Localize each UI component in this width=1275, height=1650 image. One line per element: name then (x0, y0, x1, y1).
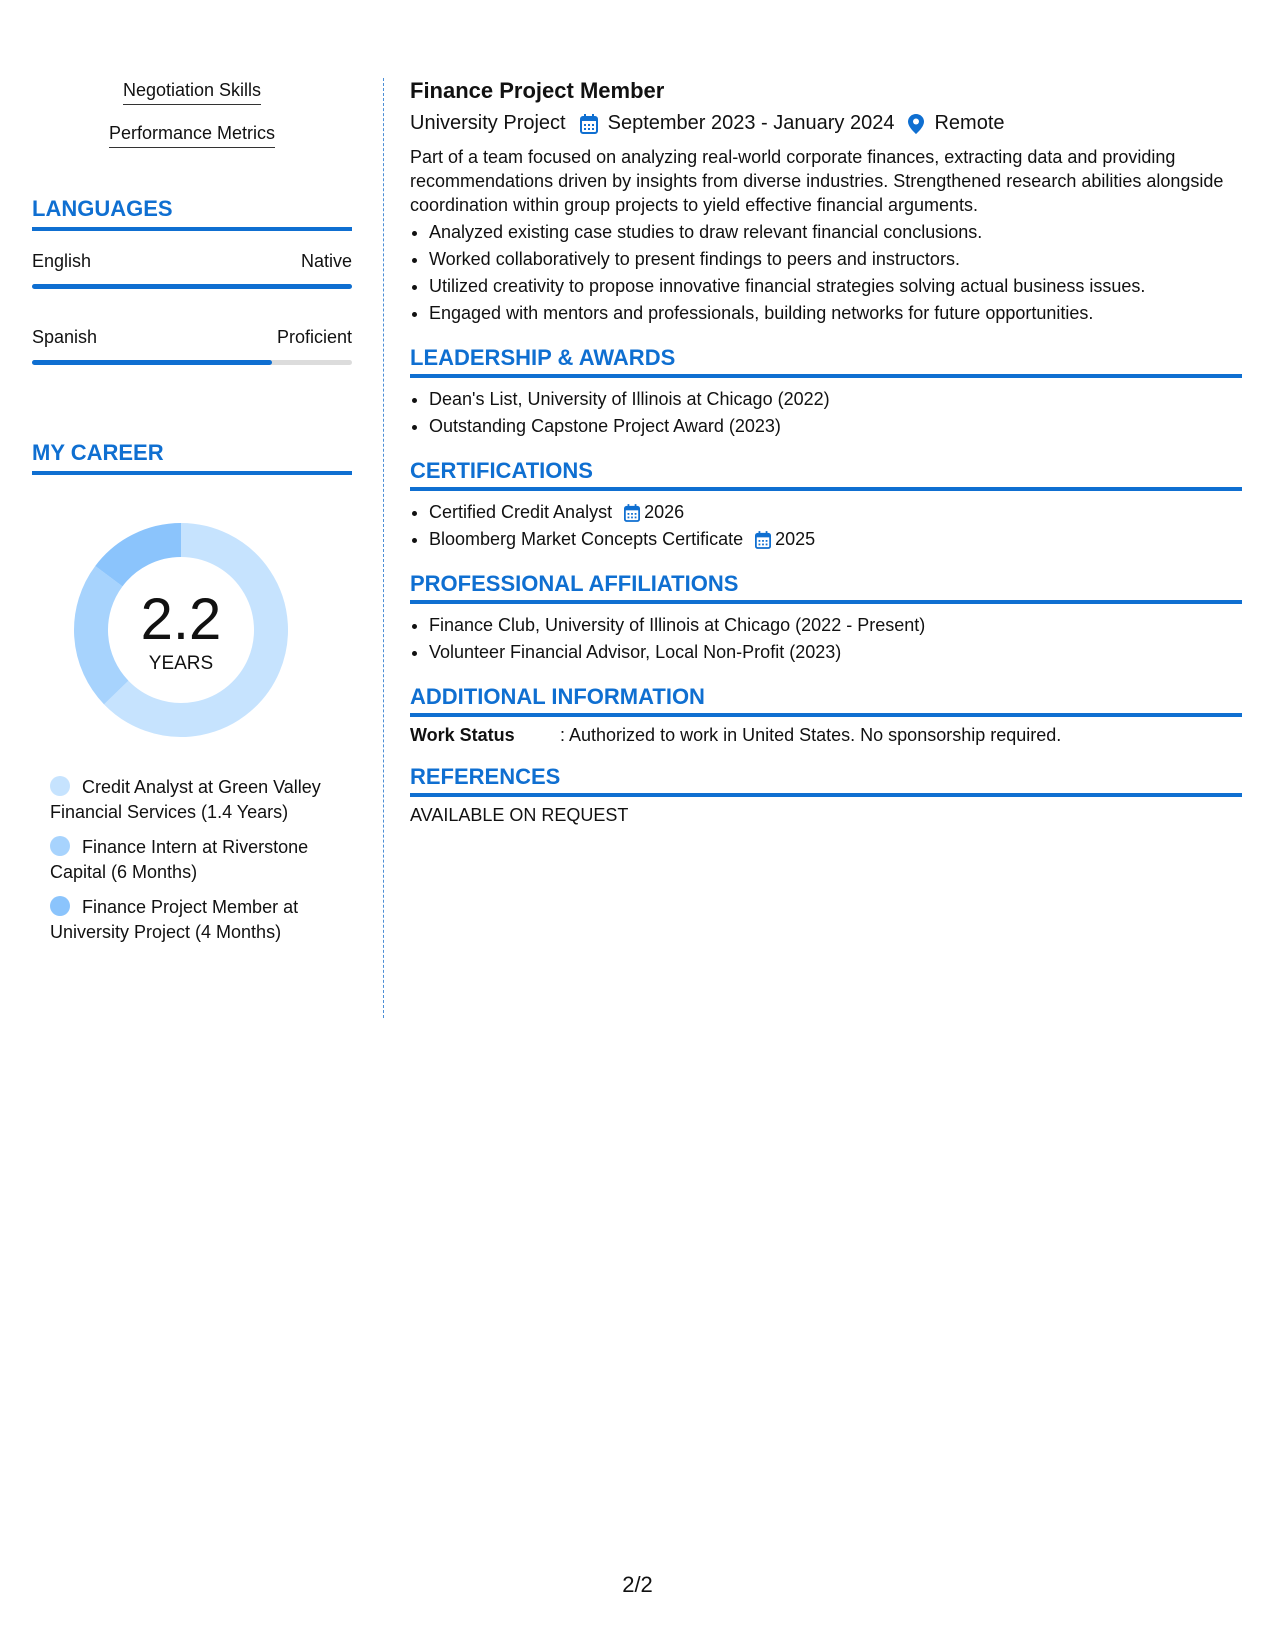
leadership-list (410, 386, 1242, 440)
legend-item (50, 775, 330, 825)
legend-label: Finance Project Member at University Project (4 Months) (50, 897, 299, 942)
language-bar-fill (32, 360, 272, 365)
affiliations-list (410, 612, 1242, 666)
legend-label: Credit Analyst at Green Valley Financial Services (1.4 Years) (50, 777, 321, 822)
job-bullet: • Worked collaboratively to present findings to peers and instructors. (429, 246, 1242, 273)
certification-year: 2025 (775, 529, 816, 549)
job-bullet: • Analyzed existing case studies to draw relevant financial conclusions. (429, 219, 1242, 246)
left-column (32, 80, 352, 955)
affiliations-heading: PROFESSIONAL AFFILIATIONS (410, 571, 1242, 604)
location-pin-icon (908, 114, 924, 134)
job-dates: September 2023 - January 2024 (607, 112, 895, 134)
language-bar (32, 360, 352, 365)
legend-dot (50, 836, 70, 856)
affiliation-item: • Volunteer Financial Advisor, Local Non-Profit (2023) (429, 639, 1242, 666)
skills-list (32, 80, 352, 166)
page-number: 2/2 (622, 1572, 653, 1597)
calendar-icon (580, 114, 598, 134)
calendar-icon (755, 531, 771, 549)
skill-tag: Negotiation Skills (123, 80, 261, 105)
career-total-value: 2.2 (140, 587, 222, 652)
languages-heading: LANGUAGES (32, 196, 352, 231)
certification-year: 2026 (644, 502, 685, 522)
language-level: Proficient (276, 327, 352, 347)
language-item (32, 327, 352, 365)
language-name: English (32, 251, 92, 271)
skill-tag: Performance Metrics (109, 123, 275, 148)
leadership-heading: LEADERSHIP & AWARDS (410, 345, 1242, 378)
right-column (410, 78, 1242, 826)
references-text: AVAILABLE ON REQUEST (410, 805, 629, 825)
job-company: University Project (410, 112, 566, 134)
career-total-unit: YEARS (148, 653, 214, 674)
work-status-row (410, 725, 1242, 746)
job-meta (410, 112, 1242, 135)
certification-name: • Certified Credit Analyst (429, 502, 613, 522)
language-name: Spanish (32, 327, 98, 347)
legend-dot (50, 896, 70, 916)
certification-name: • Bloomberg Market Concepts Certificate (429, 529, 744, 549)
legend-item (50, 835, 330, 885)
work-status-label: Work Status (410, 725, 515, 745)
job-bullet: • Utilized creativity to propose innovative financial strategies solving actual business issues. (429, 273, 1242, 300)
references-heading: REFERENCES (410, 764, 1242, 797)
language-level: Native (300, 251, 352, 271)
language-item (32, 251, 352, 289)
career-legend (32, 775, 330, 945)
legend-item (50, 895, 330, 945)
job-description: Part of a team focused on analyzing real-world corporate finances, extracting data and providing recommendations driven by insights from diverse industries. Strengthened research abilities alongside coordination within group projects to yield effective financial arguments. (410, 147, 1224, 215)
job-bullets (410, 219, 1242, 327)
certifications-heading: CERTIFICATIONS (410, 458, 1242, 491)
certification-item (429, 499, 1242, 526)
job-location: Remote (934, 112, 1005, 134)
career-donut-chart (66, 515, 296, 745)
job-title: Finance Project Member (410, 78, 665, 103)
certifications-list (410, 499, 1242, 553)
legend-dot (50, 776, 70, 796)
affiliation-item: • Finance Club, University of Illinois at Chicago (2022 - Present) (429, 612, 1242, 639)
work-status-value: : Authorized to work in United States. No sponsorship required. (560, 725, 1062, 745)
legend-label: Finance Intern at Riverstone Capital (6 Months) (50, 837, 309, 882)
career-heading: MY CAREER (32, 440, 352, 475)
calendar-icon (624, 504, 640, 522)
job-bullet: • Engaged with mentors and professionals, building networks for future opportunities. (429, 300, 1242, 327)
certification-item (429, 526, 1242, 553)
column-divider (383, 78, 384, 1018)
leadership-item: • Outstanding Capstone Project Award (2023) (429, 413, 1242, 440)
additional-info-heading: ADDITIONAL INFORMATION (410, 684, 1242, 717)
leadership-item: • Dean's List, University of Illinois at Chicago (2022) (429, 386, 1242, 413)
